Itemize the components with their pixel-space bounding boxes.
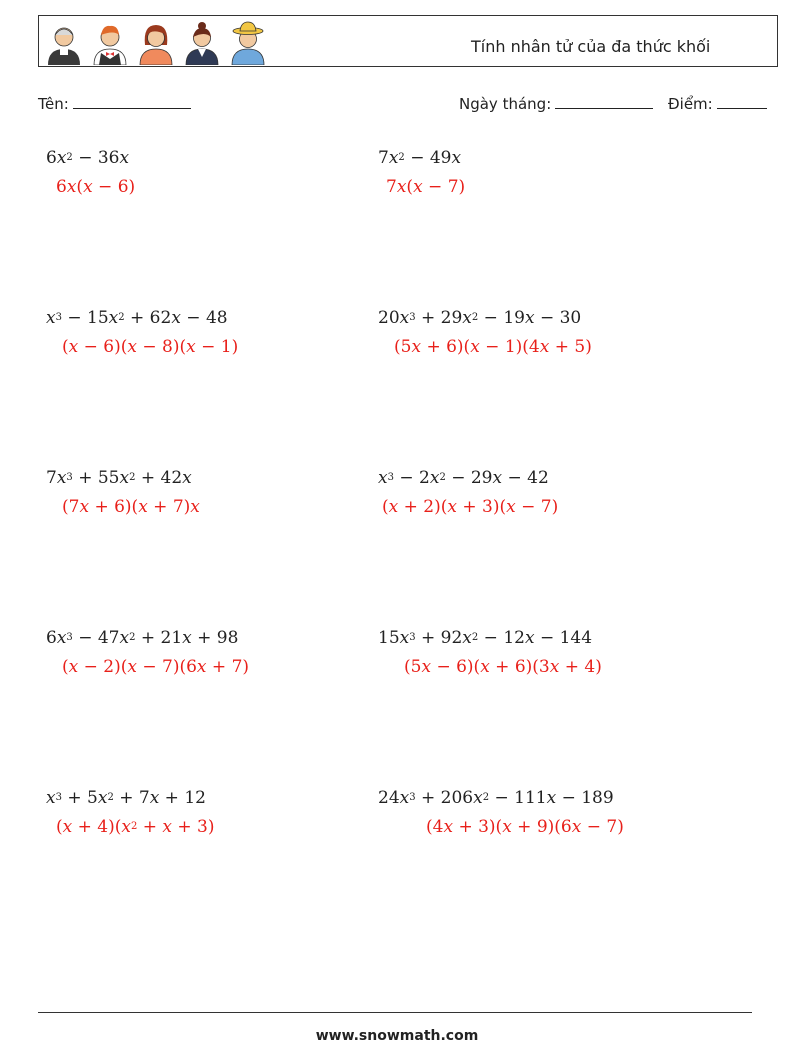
name-blank: [73, 94, 191, 109]
score-blank: [717, 94, 767, 109]
problem-question: $7x^2 - 49x$: [378, 148, 462, 168]
problem-answer: (x − 6)(x − 8)(x − 1): [62, 337, 239, 357]
problem-item: [46, 308, 238, 357]
problem-question: $7x^3 + 55x^2 + 42x$: [46, 468, 192, 488]
score-label: Điểm:: [668, 95, 713, 113]
problem-question: $x^3 - 15x^2 + 62x - 48$: [46, 308, 228, 328]
woman-avatar-icon: [137, 19, 175, 65]
problem-question: $x^3 - 2x^2 - 29x - 42$: [378, 468, 549, 488]
avatar-row: [45, 19, 267, 65]
problem-answer: 7x(x − 7): [386, 177, 466, 197]
date-blank: [555, 94, 653, 109]
problem-answer: (x + 2)(x + 3)(x − 7): [382, 497, 559, 517]
problem-question: $24x^3 + 206x^2 - 111x - 189$: [378, 788, 614, 808]
worksheet-title: Tính nhân tử của đa thức khối: [471, 37, 711, 56]
worksheet-header: [38, 15, 778, 67]
name-field: [38, 94, 191, 113]
businesswoman-avatar-icon: [183, 19, 221, 65]
problem-answer: (5x + 6)(x − 1)(4x + 5): [394, 337, 592, 357]
problem-answer: (5x − 6)(x + 6)(3x + 4): [404, 657, 602, 677]
name-label: Tên:: [38, 95, 69, 113]
problem-answer: (4x + 3)(x + 9)(6x − 7): [426, 817, 624, 837]
problem-answer: $(x + 4)(x^2 + x + 3)$: [56, 817, 215, 837]
date-score-fields: [459, 94, 767, 113]
farmer-avatar-icon: [229, 19, 267, 65]
problem-question: $15x^3 + 92x^2 - 12x - 144$: [378, 628, 593, 648]
date-label: Ngày tháng:: [459, 95, 552, 113]
problem-item: [46, 788, 215, 837]
problem-answer: (7x + 6)(x + 7)x: [62, 497, 200, 517]
problem-question: $6x^2 - 36x$: [46, 148, 130, 168]
problem-item: [378, 468, 558, 517]
problem-item: [46, 148, 135, 197]
problem-question: $20x^3 + 29x^2 - 19x - 30$: [378, 308, 582, 328]
problem-question: $6x^3 - 47x^2 + 21x + 98$: [46, 628, 239, 648]
footer-divider: [38, 1012, 752, 1013]
problem-item: [46, 468, 200, 517]
problem-item: [378, 628, 602, 677]
waiter-avatar-icon: [91, 19, 129, 65]
footer-url: www.snowmath.com: [315, 1028, 479, 1044]
problem-answer: 6x(x − 6): [56, 177, 136, 197]
problem-item: [378, 308, 592, 357]
problem-item: [46, 628, 249, 677]
problem-answer: (x − 2)(x − 7)(6x + 7): [62, 657, 250, 677]
priest-avatar-icon: [45, 19, 83, 65]
problem-item: [378, 788, 624, 837]
problem-item: [378, 148, 465, 197]
problem-question: $x^3 + 5x^2 + 7x + 12$: [46, 788, 206, 808]
